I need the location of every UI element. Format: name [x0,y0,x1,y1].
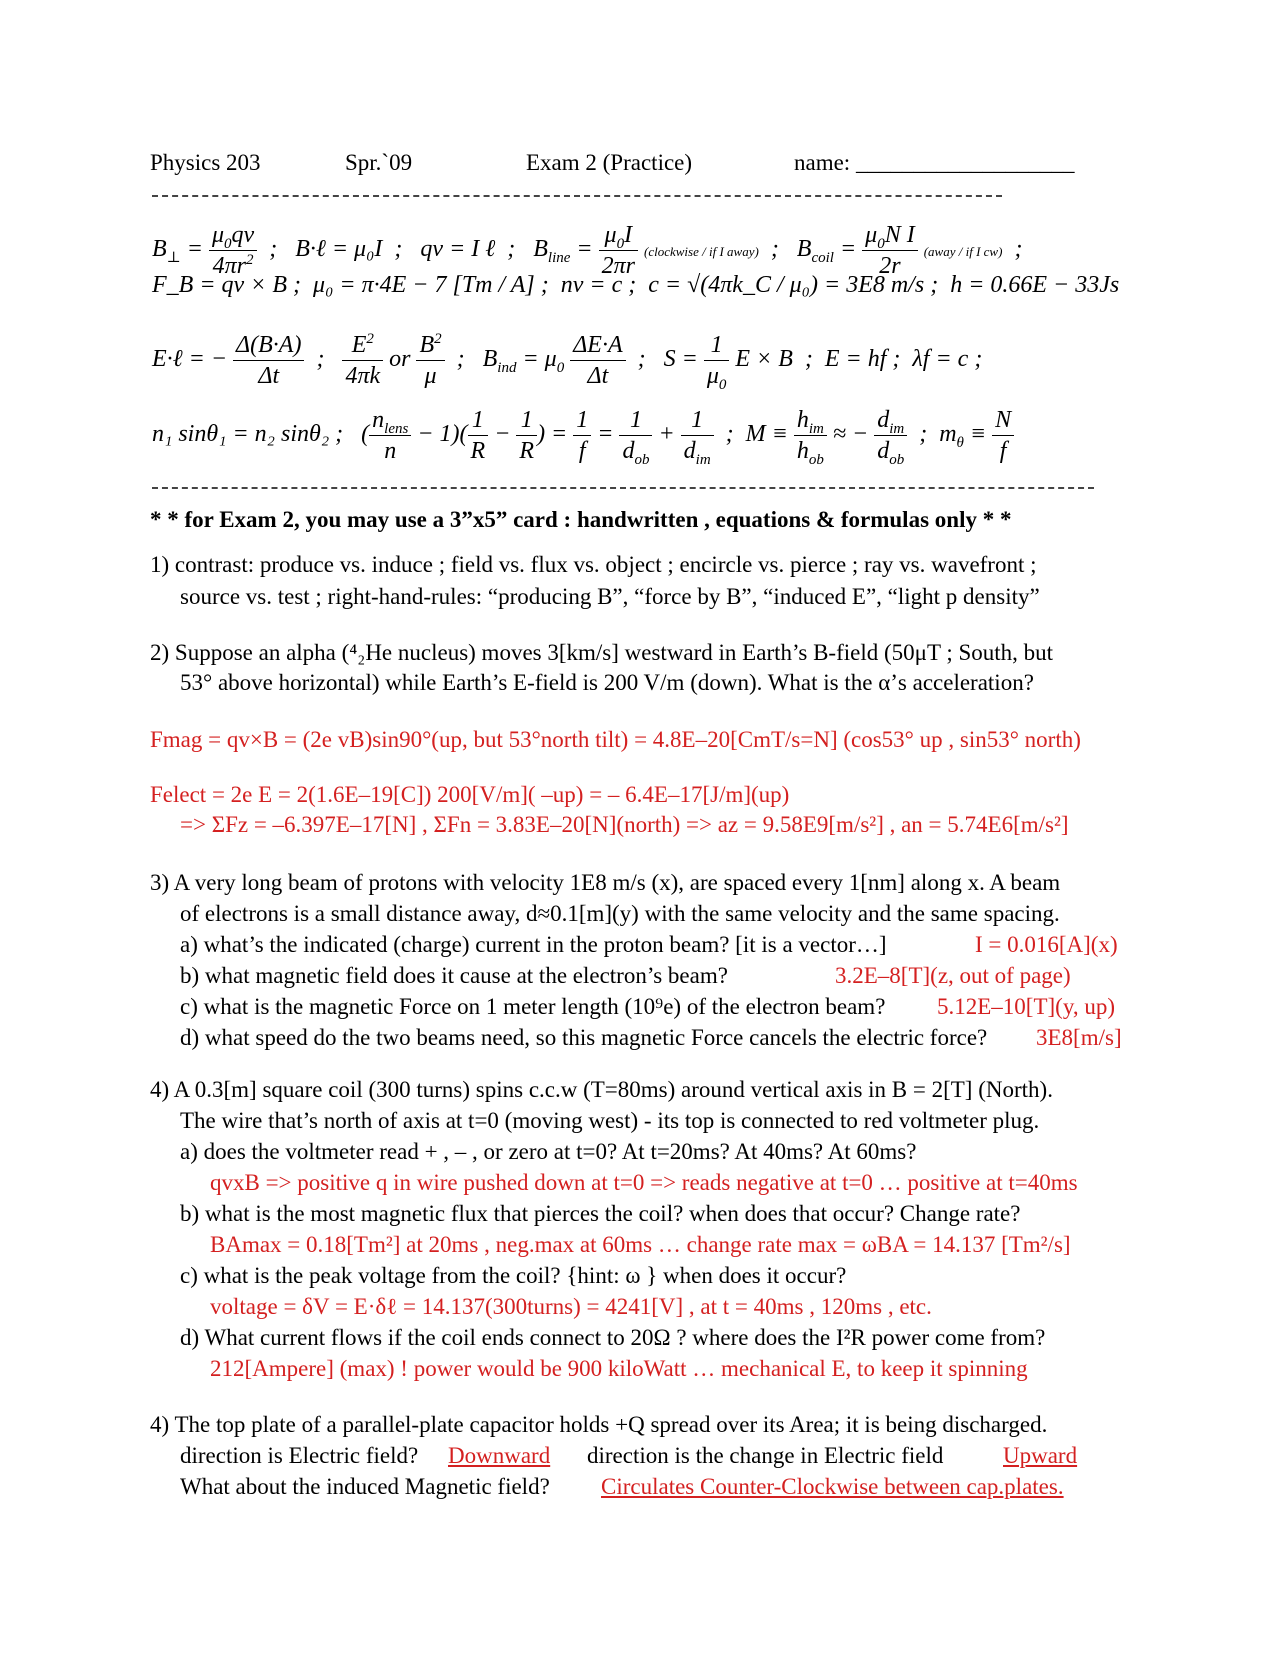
q4-answer-b: BAmax = 0.18[Tm²] at 20ms , neg.max at 60ms … change rate max = ωBA = 14.137 [Tm²/s] [210,1232,1071,1257]
q2-line-1: 2) Suppose an alpha (⁴₂He nucleus) moves 3[km/s] westward in Earth’s B-field (50μT ; South, but [150,640,1054,665]
q5-answer-bfield: Circulates Counter-Clockwise between cap.plates. [601,1474,1064,1499]
q4-part-b: b) what is the most magnetic flux that pierces the coil? when does that occur? Change rate? [180,1201,1021,1226]
formula-row-4: n₁ sinθ₁ = n₂ sinθ₂ ; ( $\frac{n_{lens}}{n}$ − 1)( $\frac{1}{R}$ − $\frac{1}{R}$ ) = $\frac{1}{f}$ = $\frac{1}{d_{ob}}$ + $\frac{1}{d_{im}}$ ; M ≡ $\frac{h_{im}}{h_{ob}}$ ≈ − $\frac{d_{im}}{d_{ob}}$ ; $m_\theta$ ≡ $\frac{N}{f}$ [152,405,1014,466]
q1-line-2: source vs. test ; right-hand-rules: “producing B”, “force by B”, “induced E”, “light p density” [180,584,1040,609]
q4-part-d: d) What current flows if the coil ends connect to 20Ω ? where does the I²R power come from? [180,1325,1046,1350]
q2-answer-1: Fmag = qv×B = (2e vB)sin90°(up, but 53°north tilt) = 4.8E–20[CmT/s=N] (cos53° up , sin53° north) [150,727,1081,752]
formula-qv: qv = I ℓ [420,236,496,263]
q3-answer-c: 5.12E–10[T](y, up) [937,994,1115,1019]
q3-line-2: of electrons is a small distance away, d≈0.1[m](y) with the same velocity and the same spacing. [180,901,1060,926]
q4-answer-d: 212[Ampere] (max) ! power would be 900 kiloWatt … mechanical E, to keep it spinning [210,1356,1028,1381]
q5-line-2a: direction is Electric field? [180,1443,419,1468]
card-note: * * for Exam 2, you may use a 3”x5” card : handwritten , equations & formulas only * * [150,507,1012,532]
divider-middle [152,487,1094,489]
q3-line-1: 3) A very long beam of protons with velocity 1E8 m/s (x), are spaced every 1[nm] along x. A beam [150,870,1061,895]
q5-answer-efield: Downward [448,1443,551,1468]
q3-answer-b: 3.2E–8[T](z, out of page) [835,963,1071,988]
q4-line-2: The wire that’s north of axis at t=0 (moving west) - its top is connected to red voltmeter plug. [180,1108,1040,1133]
q4-part-a: a) does the voltmeter read + , – , or zero at t=0? At t=20ms? At 40ms? At 60ms? [180,1139,917,1164]
formula-h: h = 0.66E − 33Js [950,272,1120,298]
q3-part-a: a) what’s the indicated (charge) current in the proton beam? [it is a vector…] [180,932,887,957]
formula-row-1: $B_\perp$ = $\frac{\mu_0qv}{4\pi r^2}$ ; B·ℓ = μ₀I ; qv = I ℓ ; $B_{line}$ = $\frac{\mu_0I}{2\pi r}$ (clockwise / if I away) ; $B_{coil}$ = $\frac{\mu_0N I}{2r}$ (away / if I cw) ; [152,222,1023,279]
formula-snell: n₁ sinθ₁ = n₂ sinθ₂ [152,421,330,448]
formula-ampere: B·ℓ = μ₀I [295,236,383,263]
q4-answer-c: voltage = δV = E·δℓ = 14.137(300turns) = 4241[V] , at t = 40ms , 120ms , etc. [210,1294,932,1319]
q3-answer-d: 3E8[m/s] [1036,1025,1122,1050]
q3-answer-a: I = 0.016[A](x) [975,932,1118,957]
name-field: name: ___________________ [794,150,1075,175]
formula-lambdaf: λf = c [912,346,969,373]
b-line-note: (clockwise / if I away) [644,244,759,260]
q5-line-1: 4) The top plate of a parallel-plate capacitor holds +Q spread over its Area; it is being discharged. [150,1412,1048,1437]
divider-top [152,195,1002,197]
q4-answer-a: qvxB => positive q in wire pushed down at t=0 => reads negative at t=0 … positive at t=40ms [210,1170,1078,1195]
q1-line-1: 1) contrast: produce vs. induce ; field vs. flux vs. object ; encircle vs. pierce ; ray vs. wavefront ; [150,552,1037,577]
q3-part-b: b) what magnetic field does it cause at the electron’s beam? [180,963,728,988]
q2-answer-3: => ΣFz = –6.397E–17[N] , ΣFn = 3.83E–20[N](north) => az = 9.58E9[m/s²] , an = 5.74E6[m/s²] [180,812,1069,837]
q2-line-2: 53° above horizontal) while Earth’s E-field is 200 V/m (down). What is the α’s acceleration? [180,670,1034,695]
q5-line-2b: direction is the change in Electric field [587,1443,944,1468]
q2-answer-2: Felect = 2e E = 2(1.6E–19[C]) 200[V/m]( –up) = – 6.4E–17[J/m](up) [150,782,790,807]
formula-ehf: E = hf [824,346,887,373]
course-title: Physics 203 [150,150,261,175]
formula-row-2: F_B = qv × B ; μ₀ = π·4E − 7 [Tm / A] ; nv = c ; c = √(4πk_C / μ₀) = 3E8 m/s ; h = 0.66E − 33Js [152,272,1120,298]
b-coil-note: (away / if I cw) [923,244,1003,260]
formula-row-3: E·ℓ = − $\frac{\Delta(B\cdot A)}{\Delta t}$ ; $\frac{E^2}{4\pi k}$ or $\frac{B^2}{\mu}$ ; $B_{ind} = \mu_0$ $\frac{\Delta E\cdot A}{\Delta t}$ ; S = $\frac{1}{\mu_0}$ E × B ; E = hf ; λf = c ; [152,331,983,393]
formula-lorentz: F_B = qv × B [152,272,288,298]
formula-c: c = √(4πk_C / μ₀) = 3E8 m/s [648,272,925,298]
q3-part-d: d) what speed do the two beams need, so this magnetic Force cancels the electric force? [180,1025,988,1050]
q3-part-c: c) what is the magnetic Force on 1 meter length (10⁹e) of the electron beam? [180,994,886,1019]
q4-line-1: 4) A 0.3[m] square coil (300 turns) spins c.c.w (T=80ms) around vertical axis in B = 2[T] (North). [150,1077,1053,1102]
q5-answer-change: Upward [1003,1443,1078,1468]
formula-nv: nv = c [560,272,623,298]
q5-line-3: What about the induced Magnetic field? [180,1474,550,1499]
exam-title: Exam 2 (Practice) [526,150,693,175]
q4-part-c: c) what is the peak voltage from the coil? {hint: ω } when does it occur? [180,1263,847,1288]
term: Spr.`09 [345,150,413,175]
formula-mu0: μ₀ = π·4E − 7 [Tm / A] [313,272,535,298]
